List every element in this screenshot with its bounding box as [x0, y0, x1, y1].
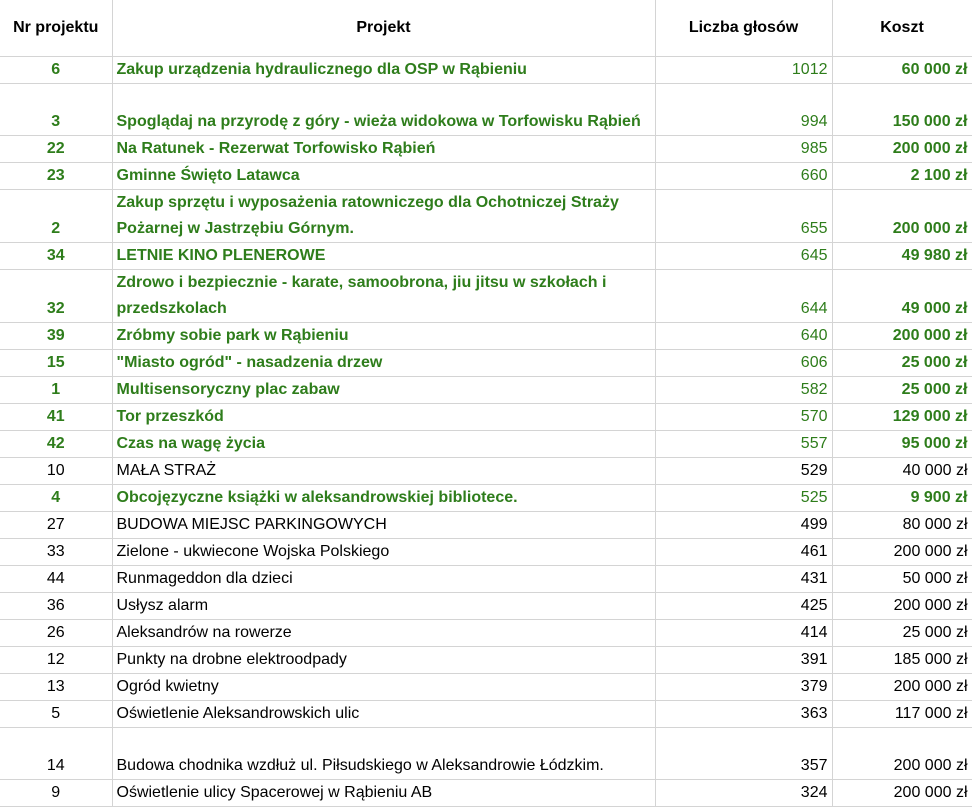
cell-votes[interactable]: 1012 [655, 57, 832, 84]
cell-cost[interactable]: 40 000 zł [832, 458, 972, 485]
table-row [0, 163, 972, 190]
cell-project[interactable]: Czas na wagę życia [112, 431, 655, 458]
table-row [0, 190, 972, 243]
table-row [0, 701, 972, 728]
cell-project[interactable]: Tor przeszkód [112, 404, 655, 431]
cell-cost[interactable]: 200 000 zł [832, 674, 972, 701]
cell-nr[interactable]: 27 [0, 512, 112, 539]
header-nr[interactable]: Nr projektu [0, 0, 112, 57]
cell-cost[interactable]: 200 000 zł [832, 539, 972, 566]
cell-project[interactable]: Punkty na drobne elektroodpady [112, 647, 655, 674]
cell-votes[interactable]: 391 [655, 647, 832, 674]
cell-votes[interactable]: 414 [655, 620, 832, 647]
cell-votes[interactable]: 525 [655, 485, 832, 512]
cell-votes[interactable]: 570 [655, 404, 832, 431]
cell-project[interactable]: Zakup sprzętu i wyposażenia ratowniczego dla Ochotniczej Straży Pożarnej w Jastrzębiu Górnym. [112, 190, 655, 243]
cell-project[interactable]: Ogród kwietny [112, 674, 655, 701]
table-row [0, 485, 972, 512]
cell-project[interactable]: Zakup urządzenia hydraulicznego dla OSP w Rąbieniu [112, 57, 655, 84]
cell-cost[interactable]: 200 000 zł [832, 136, 972, 163]
table-row [0, 593, 972, 620]
cell-cost[interactable]: 200 000 zł [832, 780, 972, 807]
cell-nr[interactable]: 22 [0, 136, 112, 163]
cell-votes[interactable]: 606 [655, 350, 832, 377]
table-row [0, 243, 972, 270]
cell-cost[interactable]: 25 000 zł [832, 350, 972, 377]
cell-votes[interactable]: 644 [655, 270, 832, 323]
header-votes[interactable]: Liczba głosów [655, 0, 832, 57]
table-row [0, 350, 972, 377]
cell-cost[interactable]: 117 000 zł [832, 701, 972, 728]
cell-project[interactable]: Oświetlenie ulicy Spacerowej w Rąbieniu AB [112, 780, 655, 807]
cell-project[interactable]: Multisensoryczny plac zabaw [112, 377, 655, 404]
cell-project[interactable]: Budowa chodnika wzdłuż ul. Piłsudskiego w Aleksandrowie Łódzkim. [112, 728, 655, 780]
table-row [0, 431, 972, 458]
table-row [0, 84, 972, 136]
cell-votes[interactable]: 645 [655, 243, 832, 270]
table-row [0, 458, 972, 485]
table-row [0, 674, 972, 701]
cell-votes[interactable]: 499 [655, 512, 832, 539]
cell-project[interactable]: MAŁA STRAŻ [112, 458, 655, 485]
cell-nr[interactable]: 14 [0, 728, 112, 780]
cell-nr[interactable]: 4 [0, 485, 112, 512]
table-row [0, 566, 972, 593]
table-row [0, 270, 972, 323]
cell-cost[interactable]: 185 000 zł [832, 647, 972, 674]
cell-votes[interactable]: 425 [655, 593, 832, 620]
cell-cost[interactable]: 95 000 zł [832, 431, 972, 458]
cell-cost[interactable]: 60 000 zł [832, 57, 972, 84]
table-row [0, 780, 972, 807]
table-row [0, 728, 972, 780]
table-row [0, 323, 972, 350]
cell-nr[interactable]: 3 [0, 84, 112, 136]
cell-nr[interactable]: 10 [0, 458, 112, 485]
cell-nr[interactable]: 23 [0, 163, 112, 190]
header-project[interactable]: Projekt [112, 0, 655, 57]
cell-project[interactable]: Zróbmy sobie park w Rąbieniu [112, 323, 655, 350]
cell-project[interactable]: Obcojęzyczne książki w aleksandrowskiej bibliotece. [112, 485, 655, 512]
cell-nr[interactable]: 9 [0, 780, 112, 807]
cell-project[interactable]: Na Ratunek - Rezerwat Torfowisko Rąbień [112, 136, 655, 163]
table-row [0, 136, 972, 163]
table-row [0, 404, 972, 431]
cell-cost[interactable]: 9 900 zł [832, 485, 972, 512]
cell-cost[interactable]: 200 000 zł [832, 728, 972, 780]
cell-votes[interactable]: 431 [655, 566, 832, 593]
cell-nr[interactable]: 41 [0, 404, 112, 431]
cell-nr[interactable]: 42 [0, 431, 112, 458]
cell-nr[interactable]: 1 [0, 377, 112, 404]
table-row [0, 647, 972, 674]
cell-nr[interactable]: 6 [0, 57, 112, 84]
cell-project[interactable]: BUDOWA MIEJSC PARKINGOWYCH [112, 512, 655, 539]
cell-votes[interactable]: 655 [655, 190, 832, 243]
cell-nr[interactable]: 32 [0, 270, 112, 323]
cell-project[interactable]: LETNIE KINO PLENEROWE [112, 243, 655, 270]
table-row [0, 57, 972, 84]
cell-nr[interactable]: 33 [0, 539, 112, 566]
cell-votes[interactable]: 640 [655, 323, 832, 350]
table-row [0, 512, 972, 539]
cell-nr[interactable]: 36 [0, 593, 112, 620]
header-row [0, 0, 972, 57]
cell-cost[interactable]: 25 000 zł [832, 620, 972, 647]
cell-nr[interactable]: 13 [0, 674, 112, 701]
cell-votes[interactable]: 324 [655, 780, 832, 807]
cell-project[interactable]: "Miasto ogród" - nasadzenia drzew [112, 350, 655, 377]
cell-nr[interactable]: 39 [0, 323, 112, 350]
cell-nr[interactable]: 26 [0, 620, 112, 647]
cell-votes[interactable]: 994 [655, 84, 832, 136]
cell-cost[interactable]: 200 000 zł [832, 323, 972, 350]
cell-project[interactable]: Gminne Święto Latawca [112, 163, 655, 190]
cell-cost[interactable]: 25 000 zł [832, 377, 972, 404]
cell-project[interactable]: Usłysz alarm [112, 593, 655, 620]
cell-cost[interactable]: 80 000 zł [832, 512, 972, 539]
cell-nr[interactable]: 5 [0, 701, 112, 728]
cell-votes[interactable]: 985 [655, 136, 832, 163]
cell-cost[interactable]: 150 000 zł [832, 84, 972, 136]
cell-cost[interactable]: 49 980 zł [832, 243, 972, 270]
cell-project[interactable]: Oświetlenie Aleksandrowskich ulic [112, 701, 655, 728]
cell-votes[interactable]: 582 [655, 377, 832, 404]
cell-cost[interactable]: 50 000 zł [832, 566, 972, 593]
table-body [0, 57, 972, 807]
cell-project[interactable]: Zielone - ukwiecone Wojska Polskiego [112, 539, 655, 566]
cell-project[interactable]: Zdrowo i bezpiecznie - karate, samoobrona, jiu jitsu w szkołach i przedszkolach [112, 270, 655, 323]
cell-project[interactable]: Aleksandrów na rowerze [112, 620, 655, 647]
cell-votes[interactable]: 660 [655, 163, 832, 190]
cell-nr[interactable]: 2 [0, 190, 112, 243]
cell-cost[interactable]: 200 000 zł [832, 593, 972, 620]
cell-cost[interactable]: 2 100 zł [832, 163, 972, 190]
cell-votes[interactable]: 461 [655, 539, 832, 566]
cell-votes[interactable]: 529 [655, 458, 832, 485]
cell-cost[interactable]: 200 000 zł [832, 190, 972, 243]
cell-nr[interactable]: 15 [0, 350, 112, 377]
table-row [0, 620, 972, 647]
cell-nr[interactable]: 44 [0, 566, 112, 593]
cell-votes[interactable]: 363 [655, 701, 832, 728]
table-row [0, 539, 972, 566]
header-cost[interactable]: Koszt [832, 0, 972, 57]
cell-nr[interactable]: 34 [0, 243, 112, 270]
cell-votes[interactable]: 379 [655, 674, 832, 701]
cell-cost[interactable]: 129 000 zł [832, 404, 972, 431]
cell-nr[interactable]: 12 [0, 647, 112, 674]
cell-cost[interactable]: 49 000 zł [832, 270, 972, 323]
cell-votes[interactable]: 557 [655, 431, 832, 458]
table-row [0, 377, 972, 404]
cell-project[interactable]: Spoglądaj na przyrodę z góry - wieża widokowa w Torfowisku Rąbień [112, 84, 655, 136]
cell-votes[interactable]: 357 [655, 728, 832, 780]
cell-project[interactable]: Runmageddon dla dzieci [112, 566, 655, 593]
